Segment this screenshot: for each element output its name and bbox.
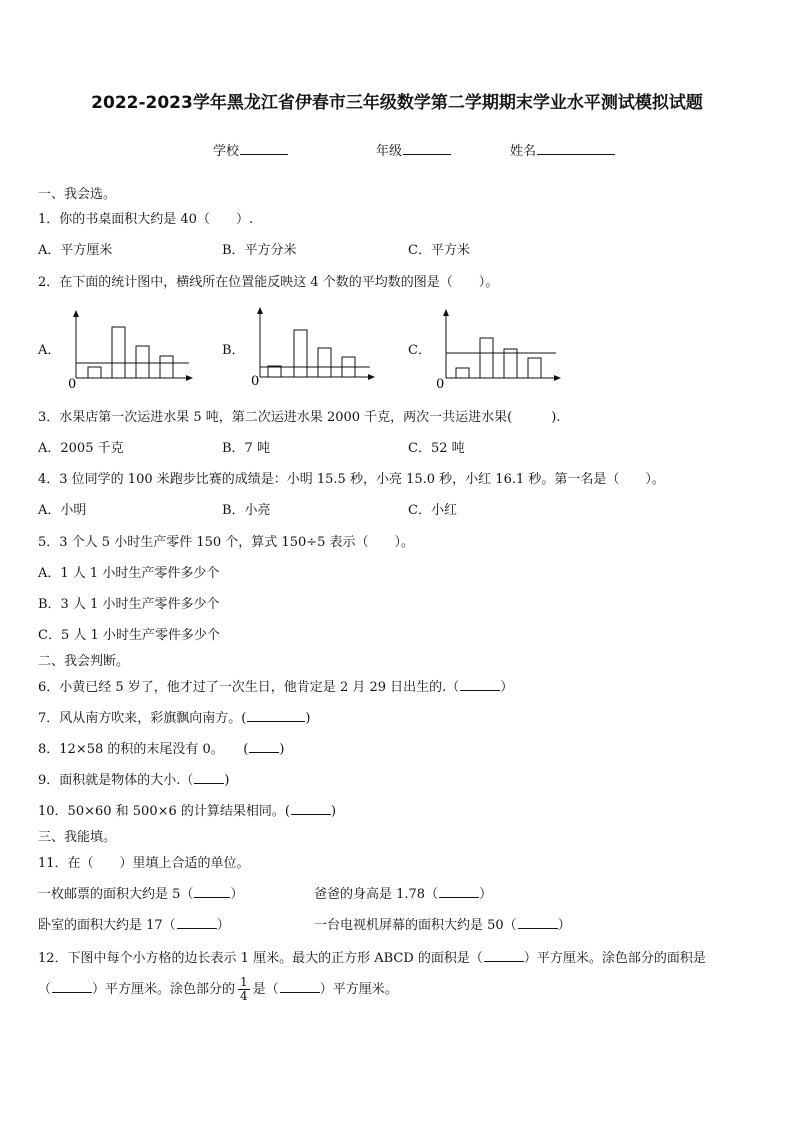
name-blank[interactable]: [537, 142, 615, 155]
q12-blank-2[interactable]: [52, 980, 92, 993]
q11-d-text: 一台电视机屏幕的面积大约是 50（: [314, 918, 517, 933]
grade-field: [376, 140, 451, 159]
q3-option-b: B．7 吨: [222, 441, 270, 456]
q1-option-c: C．平方米: [408, 243, 470, 258]
q10-text: 10．50×60 和 500×6 的计算结果相同。(: [38, 804, 290, 819]
q10: [38, 800, 336, 819]
q8-answer-blank[interactable]: [249, 740, 279, 753]
section-1-heading: 一、我会选。: [38, 187, 117, 202]
q2-option-a-label: A．: [38, 343, 61, 358]
q12-line-2: [38, 976, 398, 1003]
q12-text-1: 12．下图中每个小方格的边长表示 1 厘米。最大的正方形 ABCD 的面积是（: [38, 951, 483, 966]
school-label: 学校: [213, 144, 240, 159]
q12-line-1: [38, 947, 706, 966]
q6-text: 6．小黄已经 5 岁了，他才过了一次生日，他肯定是 2 月 29 日出生的.（: [38, 680, 460, 695]
q2-chart-c: [432, 308, 564, 390]
section-2-heading: 二、我会判断。: [38, 654, 130, 669]
chart-a-origin: 0: [68, 377, 77, 390]
q11-b-text: 爸爸的身高是 1.78（: [314, 887, 439, 902]
q10-answer-blank[interactable]: [291, 802, 331, 815]
q7-text: 7．风从南方吹来，彩旗飘向南方。(: [38, 711, 247, 726]
q11-c-text: 卧室的面积大约是 17（: [38, 918, 176, 933]
q11-item-c: [38, 914, 230, 933]
q11-item-b: [314, 883, 492, 902]
q11-c-close: ）: [216, 918, 230, 933]
q9-text: 9．面积就是物体的大小.（: [38, 773, 194, 788]
grade-label: 年级: [376, 144, 403, 159]
name-label: 姓名: [510, 144, 537, 159]
q11-b-close: ）: [479, 887, 493, 902]
q8-close: ): [279, 742, 285, 757]
q12-text-2d: ）平方厘米。: [319, 982, 398, 997]
q12-text-1b: ）平方厘米。涂色部分的面积是: [523, 951, 706, 966]
q5-stem: 5．3 个人 5 小时生产零件 150 个，算式 150÷5 表示（ ）。: [38, 535, 415, 550]
q1-option-a: A．平方厘米: [38, 243, 113, 258]
q5-option-c: C．5 人 1 小时生产零件多少个: [38, 628, 220, 643]
q2-chart-b: [246, 305, 376, 387]
q12-blank-3[interactable]: [280, 980, 320, 993]
q12-text-2b: ）平方厘米。涂色部分的: [92, 982, 236, 997]
fraction-numerator: 1: [240, 975, 248, 989]
q10-close: ): [330, 804, 337, 819]
q8: [38, 738, 284, 757]
q4-stem: 4．3 位同学的 100 米跑步比赛的成绩是：小明 15.5 秒，小亮 15.0 秒，小红 16.1 秒。第一名是（ ）。: [38, 472, 665, 487]
q12-fraction: [238, 976, 250, 1003]
q2-option-b-label: B．: [222, 343, 245, 358]
q11-b-blank[interactable]: [439, 885, 479, 898]
q2-stem: 2．在下面的统计图中，横线所在位置能反映这 4 个数的平均数的图是（ ）。: [38, 275, 499, 290]
q12-text-2a: （: [38, 982, 52, 997]
section-3-heading: 三、我能填。: [38, 830, 117, 845]
q11-item-d: [314, 914, 571, 933]
q11-a-text: 一枚邮票的面积大约是 5（: [38, 887, 194, 902]
q9: [38, 769, 229, 788]
q4-option-c: C．小红: [408, 503, 457, 518]
chart-b-origin: 0: [251, 374, 260, 387]
q11-a-blank[interactable]: [194, 885, 230, 898]
q7-answer-blank[interactable]: [247, 709, 305, 722]
q2-chart-a: [64, 308, 194, 390]
page-title: 2022-2023学年黑龙江省伊春市三年级数学第二学期期末学业水平测试模拟试题: [91, 93, 703, 113]
q12-blank-1[interactable]: [484, 949, 524, 962]
q11-d-blank[interactable]: [518, 916, 558, 929]
q7-close: ): [305, 711, 311, 726]
q11-a-close: ）: [230, 887, 244, 902]
q6-answer-blank[interactable]: [460, 678, 500, 691]
q2-option-c-label: C．: [408, 343, 431, 358]
q7: [38, 707, 310, 726]
q9-close: ): [224, 773, 230, 788]
q6: [38, 676, 513, 695]
q11-c-blank[interactable]: [177, 916, 217, 929]
q4-option-b: B．小亮: [222, 503, 271, 518]
q1-stem: 1．你的书桌面积大约是 40（ ）.: [38, 212, 254, 227]
q3-stem: 3．水果店第一次运进水果 5 吨，第二次运进水果 2000 千克，两次一共运进水果( ).: [38, 410, 561, 425]
q5-option-b: B．3 人 1 小时生产零件多少个: [38, 597, 220, 612]
q6-close: ）: [500, 680, 514, 695]
grade-blank[interactable]: [403, 142, 451, 155]
q3-option-a: A．2005 千克: [38, 441, 124, 456]
name-field: [510, 140, 615, 159]
school-field: [213, 140, 288, 159]
q11-stem: 11．在（ ）里填上合适的单位。: [38, 856, 250, 871]
q9-answer-blank[interactable]: [194, 771, 224, 784]
q8-text: 8．12×58 的积的末尾没有 0。 (: [38, 742, 249, 757]
school-blank[interactable]: [240, 142, 288, 155]
q5-option-a: A．1 人 1 小时生产零件多少个: [38, 566, 220, 581]
fraction-denominator: 4: [240, 989, 248, 1003]
chart-c-origin: 0: [436, 377, 445, 390]
q11-d-close: ）: [557, 918, 571, 933]
q3-option-c: C．52 吨: [408, 441, 465, 456]
q12-text-2c: 是（: [252, 982, 279, 997]
q11-item-a: [38, 883, 243, 902]
q1-option-b: B．平方分米: [222, 243, 297, 258]
q4-option-a: A．小明: [38, 503, 87, 518]
